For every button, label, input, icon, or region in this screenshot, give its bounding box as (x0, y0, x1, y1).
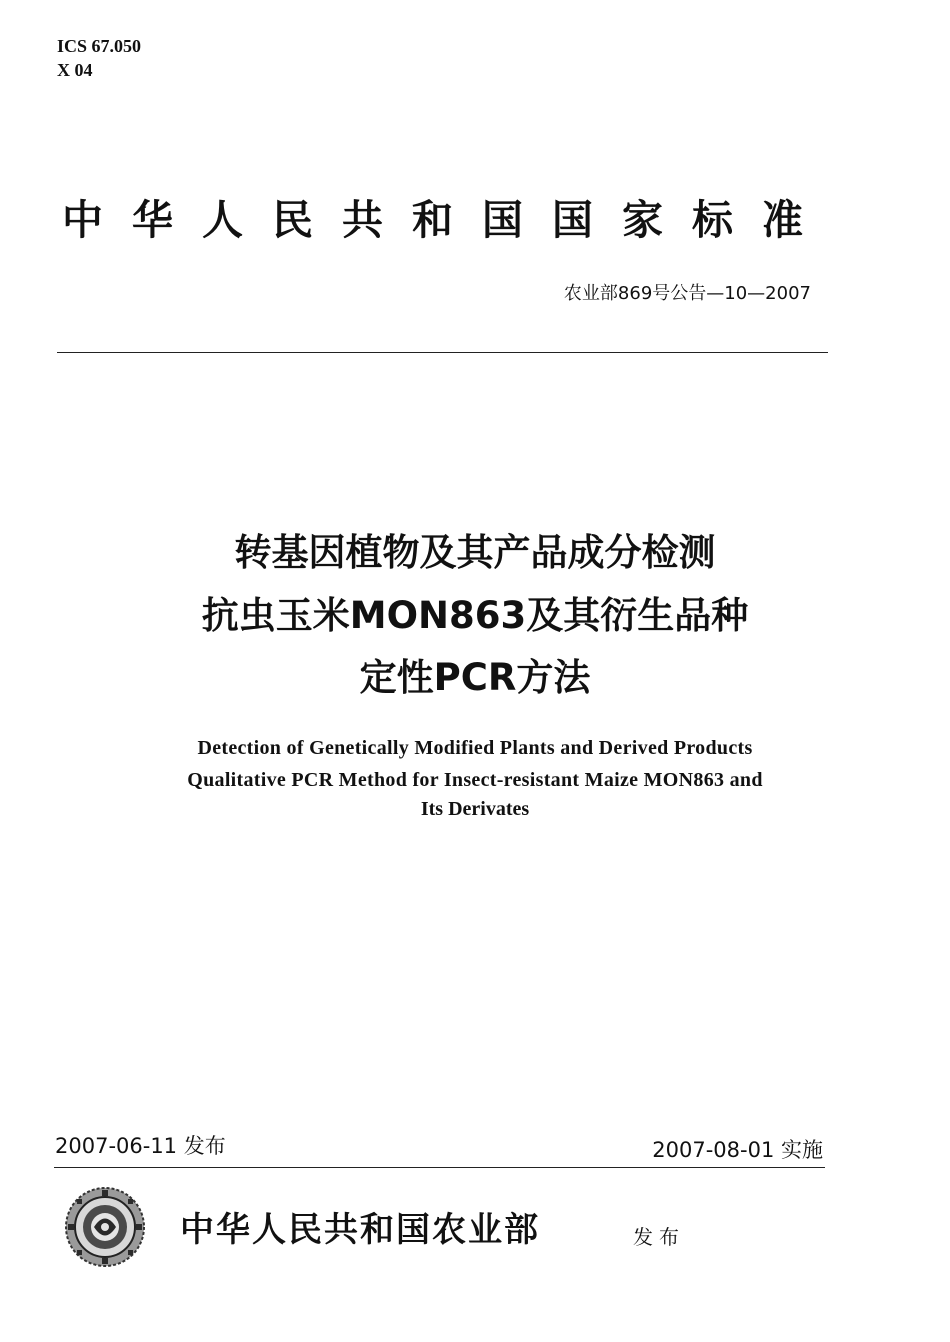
ministry-emblem-icon (64, 1186, 146, 1268)
issue-date: 2007-06-11 发布 (55, 1134, 226, 1158)
header-divider (57, 352, 828, 353)
standard-header-title: 中华人民共和国国家标准 (62, 196, 832, 244)
english-title-line-2: Qualitative PCR Method for Insect-resistant Maize MON863 and (187, 769, 763, 791)
english-title-line-1: Detection of Genetically Modified Plants and Derived Products (197, 737, 753, 759)
publisher-action: 发布 (633, 1225, 685, 1249)
publisher-name: 中华人民共和国农业部 (180, 1210, 540, 1250)
implementation-date: 2007-08-01 实施 (652, 1138, 823, 1162)
standard-number: 农业部869号公告—10—2007 (563, 283, 811, 304)
footer-divider (54, 1167, 825, 1168)
ccs-code: X 04 (57, 60, 93, 80)
chinese-title-line-2: 抗虫玉米MON863及其衍生品种 (201, 594, 749, 637)
ics-code: ICS 67.050 (57, 36, 142, 56)
english-title-line-3: Its Derivates (420, 798, 530, 820)
chinese-title-line-3: 定性PCR方法 (359, 656, 591, 699)
chinese-title-line-1: 转基因植物及其产品成分检测 (234, 531, 716, 574)
